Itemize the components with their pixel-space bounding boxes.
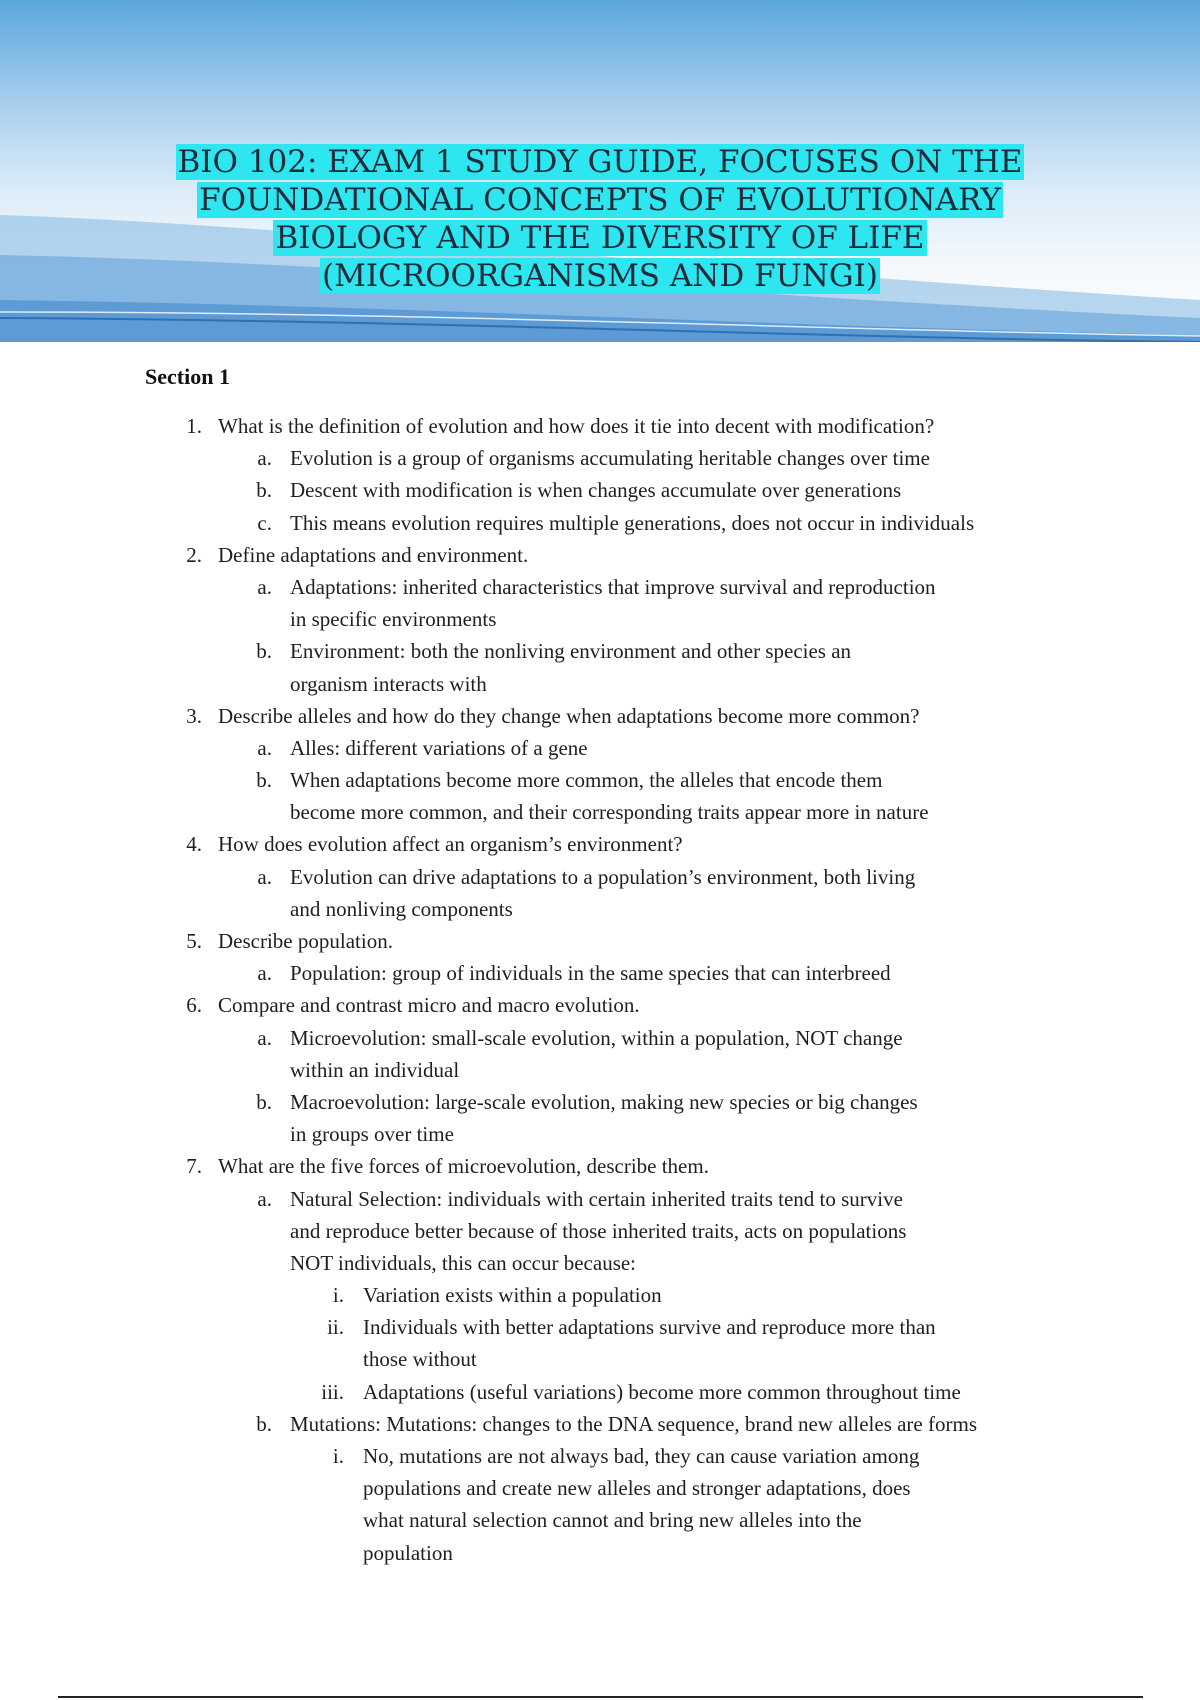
- list-item-continuation: [0, 1472, 1200, 1504]
- list-item-continuation: [0, 1247, 1200, 1279]
- list-item-text: organism interacts with: [290, 671, 487, 696]
- list-item-text: How does evolution affect an organism’s environment?: [218, 832, 683, 857]
- list-item: [0, 1183, 1200, 1215]
- list-item-text: What is the definition of evolution and how does it tie into decent with modification?: [218, 414, 935, 438]
- list-marker: a.: [257, 735, 272, 760]
- list-item-continuation: [0, 1343, 1200, 1375]
- title-line-2: FOUNDATIONAL CONCEPTS OF EVOLUTIONARY: [199, 182, 1001, 218]
- list-item: [0, 989, 1200, 1021]
- list-item: [0, 442, 1200, 474]
- list-item: [0, 764, 1200, 796]
- list-marker: b.: [256, 639, 272, 664]
- list-item: [0, 700, 1200, 732]
- list-marker: a.: [257, 574, 272, 599]
- list-item-text: No, mutations are not always bad, they can cause variation among: [363, 1444, 920, 1468]
- list-marker: a.: [257, 1025, 272, 1050]
- list-item-text: become more common, and their corresponding traits appear more in nature: [290, 800, 929, 825]
- list-marker: 6.: [186, 993, 202, 1018]
- list-item-text: Adaptations: inherited characteristics that improve survival and reproduction: [290, 574, 936, 599]
- list-item: [0, 925, 1200, 957]
- list-marker: i.: [332, 1283, 344, 1308]
- list-item-continuation: [0, 1537, 1200, 1569]
- list-item-text: populations and create new alleles and stronger adaptations, does: [363, 1476, 911, 1501]
- list-item-text: Environment: both the nonliving environment and other species an: [290, 639, 852, 664]
- list-item-continuation: [0, 893, 1200, 925]
- list-item: [0, 1279, 1200, 1311]
- list-item-continuation: [0, 603, 1200, 635]
- list-item-text: Microevolution: small-scale evolution, within a population, NOT change: [290, 1025, 903, 1050]
- list-item: [0, 1408, 1200, 1440]
- title-line-1: BIO 102: EXAM 1 STUDY GUIDE, FOCUSES ON THE: [177, 144, 1023, 180]
- list-item: [0, 571, 1200, 603]
- list-item: [0, 507, 1200, 539]
- list-item-text: NOT individuals, this can occur because:: [290, 1250, 637, 1275]
- list-item-text: population: [363, 1540, 453, 1565]
- list-item-text: Evolution can drive adaptations to a population’s environment, both living: [290, 864, 916, 889]
- list-item: [0, 1086, 1200, 1118]
- list-item-text: Describe alleles and how do they change when adaptations become more common?: [218, 703, 920, 728]
- list-item-text: and reproduce better because of those inherited traits, acts on populations: [290, 1218, 907, 1243]
- list-item-continuation: [0, 1504, 1200, 1536]
- list-marker: b.: [256, 1411, 272, 1436]
- list-item-text: Natural Selection: individuals with certain inherited traits tend to survive: [290, 1186, 903, 1211]
- list-marker: b.: [256, 768, 272, 793]
- list-item-continuation: [0, 796, 1200, 828]
- footer-divider: [58, 1696, 1143, 1698]
- list-item-continuation: [0, 1118, 1200, 1150]
- list-item: [0, 1311, 1200, 1343]
- list-item: [0, 861, 1200, 893]
- document-title: [80, 143, 1120, 295]
- list-item-text: Describe population.: [218, 929, 393, 953]
- list-item: [0, 474, 1200, 506]
- list-marker: i.: [332, 1444, 344, 1468]
- list-marker: 5.: [186, 929, 202, 953]
- list-item-text: Macroevolution: large-scale evolution, making new species or big changes: [290, 1089, 918, 1114]
- list-marker: c.: [257, 510, 272, 535]
- list-marker: 3.: [186, 703, 202, 728]
- list-marker: a.: [257, 1186, 272, 1211]
- list-marker: a.: [257, 446, 272, 471]
- list-marker: b.: [256, 1089, 272, 1114]
- list-item-text: and nonliving components: [290, 896, 513, 921]
- list-marker: 2.: [186, 542, 202, 567]
- title-line-3: BIOLOGY AND THE DIVERSITY OF LIFE: [275, 220, 925, 256]
- list-item: [0, 1440, 1200, 1472]
- list-item: [0, 635, 1200, 667]
- list-marker: a.: [257, 961, 272, 986]
- list-item-text: those without: [363, 1347, 477, 1372]
- list-item: [0, 1022, 1200, 1054]
- list-item-text: Adaptations (useful variations) become more common throughout time: [363, 1379, 961, 1404]
- list-item-continuation: [0, 668, 1200, 700]
- list-item-text: Mutations: Mutations: changes to the DNA sequence, brand new alleles are forms: [290, 1411, 977, 1436]
- list-item-text: in groups over time: [290, 1122, 454, 1147]
- list-item-continuation: [0, 1215, 1200, 1247]
- list-marker: iii.: [321, 1379, 344, 1404]
- list-item: [0, 410, 1200, 442]
- list-item: [0, 1150, 1200, 1182]
- list-item: [0, 1376, 1200, 1408]
- list-marker: ii.: [327, 1315, 344, 1340]
- section-heading: Section 1: [145, 364, 230, 389]
- list-item-text: Compare and contrast micro and macro evolution.: [218, 993, 640, 1018]
- list-item: [0, 828, 1200, 860]
- list-item-text: This means evolution requires multiple generations, does not occur in individuals: [290, 510, 975, 535]
- list-marker: 4.: [186, 832, 202, 857]
- list-item-text: what natural selection cannot and bring new alleles into the: [363, 1508, 862, 1533]
- list-item-continuation: [0, 1054, 1200, 1086]
- list-item: [0, 957, 1200, 989]
- list-item-text: Evolution is a group of organisms accumulating heritable changes over time: [290, 446, 930, 471]
- list-item-text: Define adaptations and environment.: [218, 542, 529, 567]
- list-marker: 7.: [186, 1154, 202, 1179]
- list-item-text: Variation exists within a population: [363, 1283, 662, 1308]
- list-item-text: Alles: different variations of a gene: [290, 735, 588, 760]
- list-item: [0, 732, 1200, 764]
- list-item-text: Descent with modification is when changes accumulate over generations: [290, 478, 902, 503]
- list-item-text: within an individual: [290, 1057, 460, 1082]
- list-marker: b.: [256, 478, 272, 503]
- list-item-text: When adaptations become more common, the alleles that encode them: [290, 768, 883, 793]
- list-item: [0, 539, 1200, 571]
- list-item-text: What are the five forces of microevolution, describe them.: [218, 1154, 709, 1179]
- list-marker: 1.: [186, 414, 202, 438]
- title-line-4: (MICROORGANISMS AND FUNGI): [322, 258, 878, 294]
- list-item-text: Population: group of individuals in the same species that can interbreed: [290, 961, 891, 986]
- list-item-text: in specific environments: [290, 607, 497, 632]
- study-guide-list: [0, 410, 1200, 1569]
- list-marker: a.: [257, 864, 272, 889]
- list-item-text: Individuals with better adaptations survive and reproduce more than: [363, 1315, 936, 1340]
